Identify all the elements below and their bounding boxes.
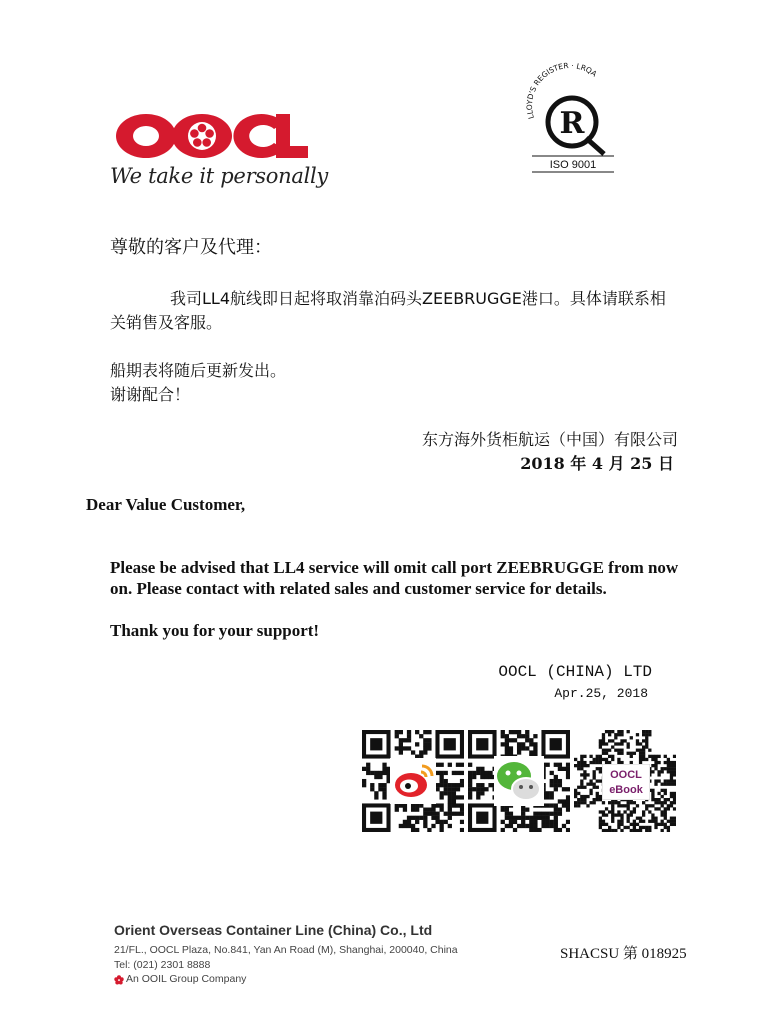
ebook-qr-code[interactable] (574, 730, 676, 832)
zh-paragraph-1-text: 我司LL4航线即日起将取消靠泊码头ZEEBRUGGE港口。具体请联系相关销售及客服。 (110, 289, 666, 332)
svg-text:eBook: eBook (609, 784, 643, 796)
footer-telephone: Tel: (021) 2301 8888 (114, 959, 211, 971)
weibo-qr-code[interactable] (362, 730, 464, 832)
en-paragraph-1: Please be advised that LL4 service will omit call port ZEEBRUGGE from now on. Please contact with related sales and customer service for details. (110, 558, 679, 598)
en-paragraph-2: Thank you for your support! (110, 621, 320, 640)
oocl-logo (108, 110, 338, 200)
zh-paragraph-2: 船期表将随后更新发出。 (110, 361, 287, 380)
en-date: Apr.25, 2018 (554, 686, 648, 701)
oocl-logo-mark (108, 110, 308, 166)
en-greeting: Dear Value Customer, (86, 495, 246, 514)
seal-mark: R (559, 106, 585, 141)
seal-standard: ISO 9001 (549, 159, 597, 171)
zh-paragraph-1 (110, 287, 675, 335)
wechat-icon (494, 756, 544, 806)
footer-company-name: Orient Overseas Container Line (China) Co., Ltd (114, 922, 433, 938)
zh-paragraph-3: 谢谢配合！ (110, 385, 191, 404)
company-footer (90, 910, 500, 992)
zh-signature: 东方海外货柜航运（中国）有限公司 (421, 430, 678, 449)
en-signature: OOCL (CHINA) LTD (498, 663, 652, 681)
svg-text:OOCL: OOCL (610, 769, 642, 781)
footer-address: 21/FL., OOCL Plaza, No.841, Yan An Road (M), Shanghai, 200040, China (114, 944, 458, 956)
weibo-icon (390, 758, 436, 804)
seal-ring-text: LLOYD'S REGISTER · LRQA (524, 61, 599, 120)
zh-date: 2018 年 4 月 25 日 (520, 454, 674, 473)
tagline: We take it personally (110, 164, 328, 188)
wechat-qr-code[interactable] (468, 730, 570, 832)
document-reference-number: SHACSU 第 018925 (560, 946, 687, 962)
lrqa-iso-seal (520, 58, 620, 176)
qr-code-row (362, 730, 678, 836)
ooil-flower-icon (114, 975, 124, 985)
footer-group-note: An OOIL Group Company (126, 973, 247, 985)
ebook-icon (602, 764, 650, 800)
zh-greeting: 尊敬的客户及代理： (110, 237, 272, 258)
